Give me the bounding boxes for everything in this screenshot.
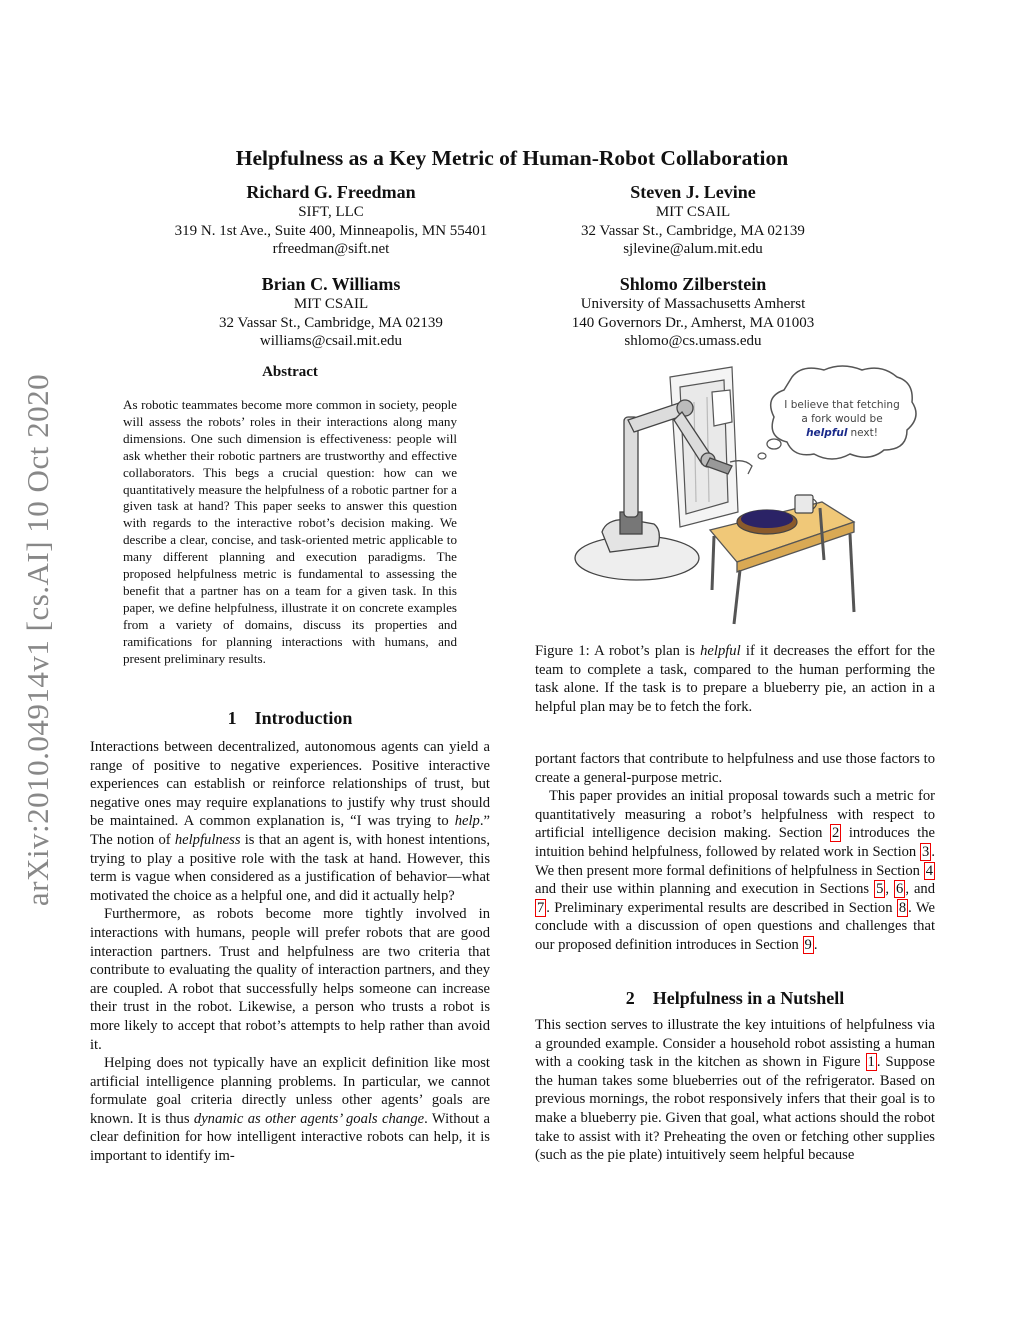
blueberry-bowl (737, 510, 797, 534)
text-run: This paper provides an initial proposal towards such a metric for quantitatively measuring a robot’s helpfulness with respect to artificial intelligence decision making. Section (535, 788, 935, 842)
bubble-line-2: a fork would be (801, 413, 883, 425)
author-name: Shlomo Zilberstein (619, 274, 767, 294)
section-title: Helpfulness in a Nutshell (652, 988, 845, 1008)
text-run: Helping does not typically have an explicit definition like most artificial intelligence planning problems. In particular, we cannot formulate goal criteria directly unless other agents’ goals are known. It is thus (90, 1055, 490, 1127)
paper-title: Helpfulness as a Key Metric of Human-Robot Collaboration (235, 146, 789, 170)
section-2-heading (535, 988, 935, 1009)
author-address: 32 Vassar St., Cambridge, MA 02139 (219, 314, 443, 331)
section-link[interactable]: 5 (876, 881, 884, 898)
section-number: 2 (625, 988, 635, 1008)
author-affiliation: SIFT, LLC (298, 204, 364, 220)
author-block-4 (483, 273, 903, 351)
text-run: . Suppose the human takes some blueberries out of the refrigerator. Based on previous mornings, the robot responsively infers that their goal is to make a blueberry pie. Given that goal, what actions should the robot take to assist with it? Preheating the oven or fetching other supplies (such as the pie plate) intuitively seem helpful because (535, 1054, 936, 1164)
section-2-body (535, 1016, 935, 1165)
text-run: if it decreases the effort for the team to complete a task, compared to the human performing the task alone. If the task is to prepare a blueberry pie, an action in a helpful plan may be to fetch the fork. (535, 643, 935, 715)
section-link[interactable]: 8 (898, 899, 907, 916)
section-link[interactable]: 7 (537, 899, 545, 916)
text-run: , (885, 881, 895, 898)
section-1-heading (90, 708, 490, 729)
abstract-heading: Abstract (262, 364, 318, 380)
figure-1 (562, 362, 922, 630)
section-1-body (90, 738, 490, 1166)
mug (795, 495, 817, 513)
paragraph (535, 787, 935, 954)
abstract-text: As robotic teammates become more common in society, people will assess the robots’ roles in their interactions along many dimensions. One such dimension is effectiveness: people will ask whether their robotic partners are trustworthy and effective collaborators. This begs a crucial question: how can we quantitatively measure the helpfulness of a robotic partner for a given task at hand? This paper seeks to answer this question with regards to the interactive robot’s decision making. We describe a clear, concise, and task-oriented metric applicable to many different planning and execution paradigms. The proposed helpfulness metric is fundamental to assessing the benefit that a partner has on a team for a given task. In this paper, we define helpfulness, illustrate it on concrete examples from a variety of domains, discuss its properties and ramifications for planning interactions with humans, and present preliminary results. (123, 397, 457, 666)
paragraph (90, 738, 490, 905)
text-run: is that an agent is, with honest intentions, trying to play a positive role with the task at hand. However, this term is vague when considered as a justification of behavior—what motivated the choice as a helpful one, and did it actually help? (90, 831, 490, 904)
section-link[interactable]: 6 (896, 881, 904, 898)
emphasis: dynamic as other agents’ goals change (193, 1110, 425, 1127)
text-run: introduces the intuition behind helpfulness, followed by related work in Section (535, 825, 936, 860)
emphasis: help (454, 813, 480, 830)
paragraph: portant factors that contribute to helpfulness and use those factors to create a general-purpose metric. (535, 751, 935, 786)
arxiv-identifier: arXiv:2010.04914v1 [cs.AI] 10 Oct 2020 (20, 373, 55, 907)
bubble-end: next! (850, 427, 878, 439)
figure-1-caption (535, 642, 935, 716)
thought-bubble (758, 366, 916, 459)
emphasis: helpful (700, 643, 741, 659)
section-link[interactable]: 9 (804, 936, 812, 953)
figure-link[interactable]: 1 (867, 1054, 875, 1071)
section-link[interactable]: 4 (925, 862, 933, 879)
text-run: . We conclude with a discussion of open questions and challenges that our proposed definition introduces in Section (535, 899, 935, 953)
author-email: shlomo@cs.umass.edu (624, 333, 762, 349)
text-run: Figure 1: A robot’s plan is (535, 643, 701, 659)
author-name: Steven J. Levine (630, 182, 756, 202)
paragraph (90, 1054, 490, 1166)
text-run: . Without a clear definition for how intelligent interactive robots can help, it is important to identify im- (90, 1110, 491, 1165)
author-name: Richard G. Freedman (246, 182, 416, 202)
bubble-emphasis: helpful (806, 427, 848, 439)
bubble-line-3 (806, 427, 878, 439)
author-block-1 (121, 181, 541, 259)
section-link[interactable]: 2 (832, 825, 840, 842)
author-address: 32 Vassar St., Cambridge, MA 02139 (581, 222, 805, 239)
author-email: sjlevine@alum.mit.edu (623, 241, 763, 257)
author-affiliation: University of Massachusetts Amherst (580, 296, 806, 312)
author-email: rfreedman@sift.net (272, 241, 390, 257)
text-run: . (813, 936, 818, 953)
section-link[interactable]: 3 (922, 843, 930, 860)
author-address: 319 N. 1st Ave., Suite 400, Minneapolis, MN 55401 (174, 222, 488, 239)
text-run: , and (905, 881, 936, 898)
author-address: 140 Governors Dr., Amherst, MA 01003 (571, 314, 815, 331)
text-run: .” The notion of (90, 813, 490, 848)
section-title: Introduction (254, 708, 353, 728)
paragraph (535, 1016, 935, 1165)
author-affiliation: MIT CSAIL (293, 296, 369, 312)
text-run: . Preliminary experimental results are described in Section (546, 899, 897, 916)
section-number: 1 (227, 708, 237, 728)
bubble-line-1: I believe that fetching (784, 399, 900, 411)
author-block-2 (483, 181, 903, 259)
author-email: williams@csail.mit.edu (259, 333, 403, 349)
emphasis: helpfulness (174, 831, 241, 848)
author-block-3 (121, 273, 541, 351)
text-run: This section serves to illustrate the key intuitions of helpfulness via a grounded example. Consider a household robot assisting a human with a cooking task in the kitchen as shown in Figure (535, 1017, 935, 1071)
right-column-body (535, 750, 935, 955)
text-run: . We then present more formal definitions of helpfulness in Section (535, 843, 935, 879)
paragraph: Furthermore, as robots become more tightly involved in interactions with humans, people will prefer robots that are good interaction partners. Trust and helpfulness are two criteria that contribute to evaluating the quality of interaction partners, and they are coupled. A robot that successfully helps someone can increase their trust in the robot. Likewise, a person who trusts a robot is more likely to accept that robot’s attempts to help rather than avoid it. (90, 906, 490, 1053)
text-run: and their use within planning and execution in Sections (535, 881, 875, 898)
text-run: Interactions between decentralized, autonomous agents can yield a range of positive to negative experiences. Positive interactive experiences can establish or reinforce relationships of trust, but negative ones may require explanations to justify why trust should be maintained. A common explanation is, “I was trying to (90, 739, 490, 830)
robot-kitchen-illustration (562, 362, 922, 630)
author-name: Brian C. Williams (261, 274, 401, 294)
author-affiliation: MIT CSAIL (655, 204, 731, 220)
